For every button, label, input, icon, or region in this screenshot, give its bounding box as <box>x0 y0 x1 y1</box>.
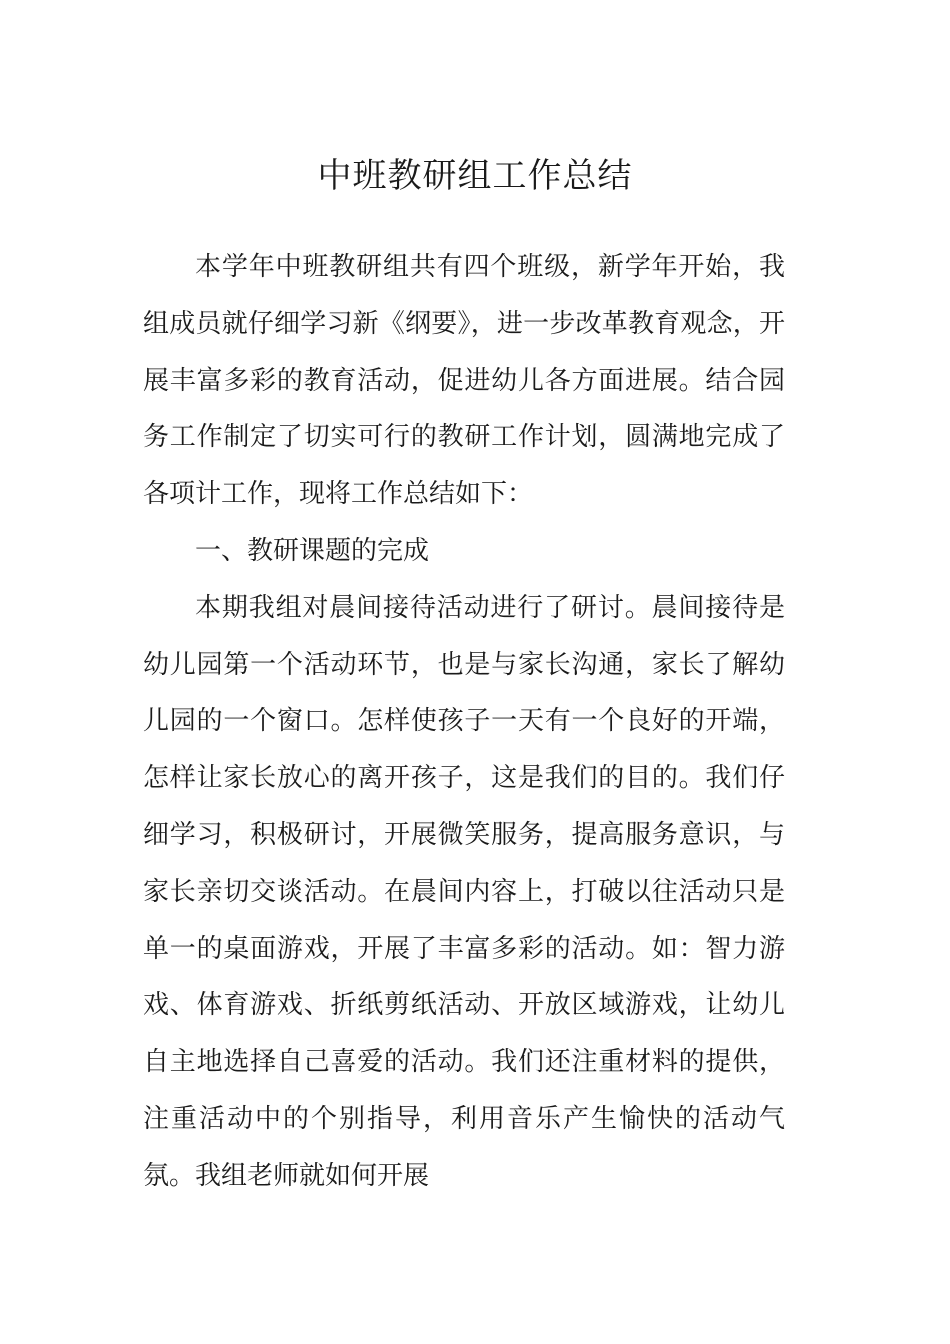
paragraph-section-1: 本期我组对晨间接待活动进行了研讨。晨间接待是幼儿园第一个活动环节，也是与家长沟通，家长了解幼儿园的一个窗口。怎样使孩子一天有一个良好的开端，怎样让家长放心的离开孩子，这是我们的目的。我们仔细学习，积极研讨，开展微笑服务，提高服务意识，与家长亲切交谈活动。在晨间内容上，打破以往活动只是单一的桌面游戏，开展了丰富多彩的活动。如：智力游戏、体育游戏、折纸剪纸活动、开放区域游戏，让幼儿自主地选择自己喜爱的活动。我们还注重材料的提供，注重活动中的个别指导，利用音乐产生愉快的活动气氛。我组老师就如何开展 <box>143 592 785 1191</box>
document-body <box>143 239 785 1205</box>
section-heading: 一、教研课题的完成 <box>195 535 430 566</box>
paragraph-intro: 本学年中班教研组共有四个班级，新学年开始，我组成员就仔细学习新《纲要》，进一步改革教育观念，开展丰富多彩的教育活动，促进幼儿各方面进展。结合园务工作制定了切实可行的教研工作计划，圆满地完成了各项计工作，现将工作总结如下： <box>143 252 785 510</box>
document-title: 中班教研组工作总结 <box>317 156 633 196</box>
